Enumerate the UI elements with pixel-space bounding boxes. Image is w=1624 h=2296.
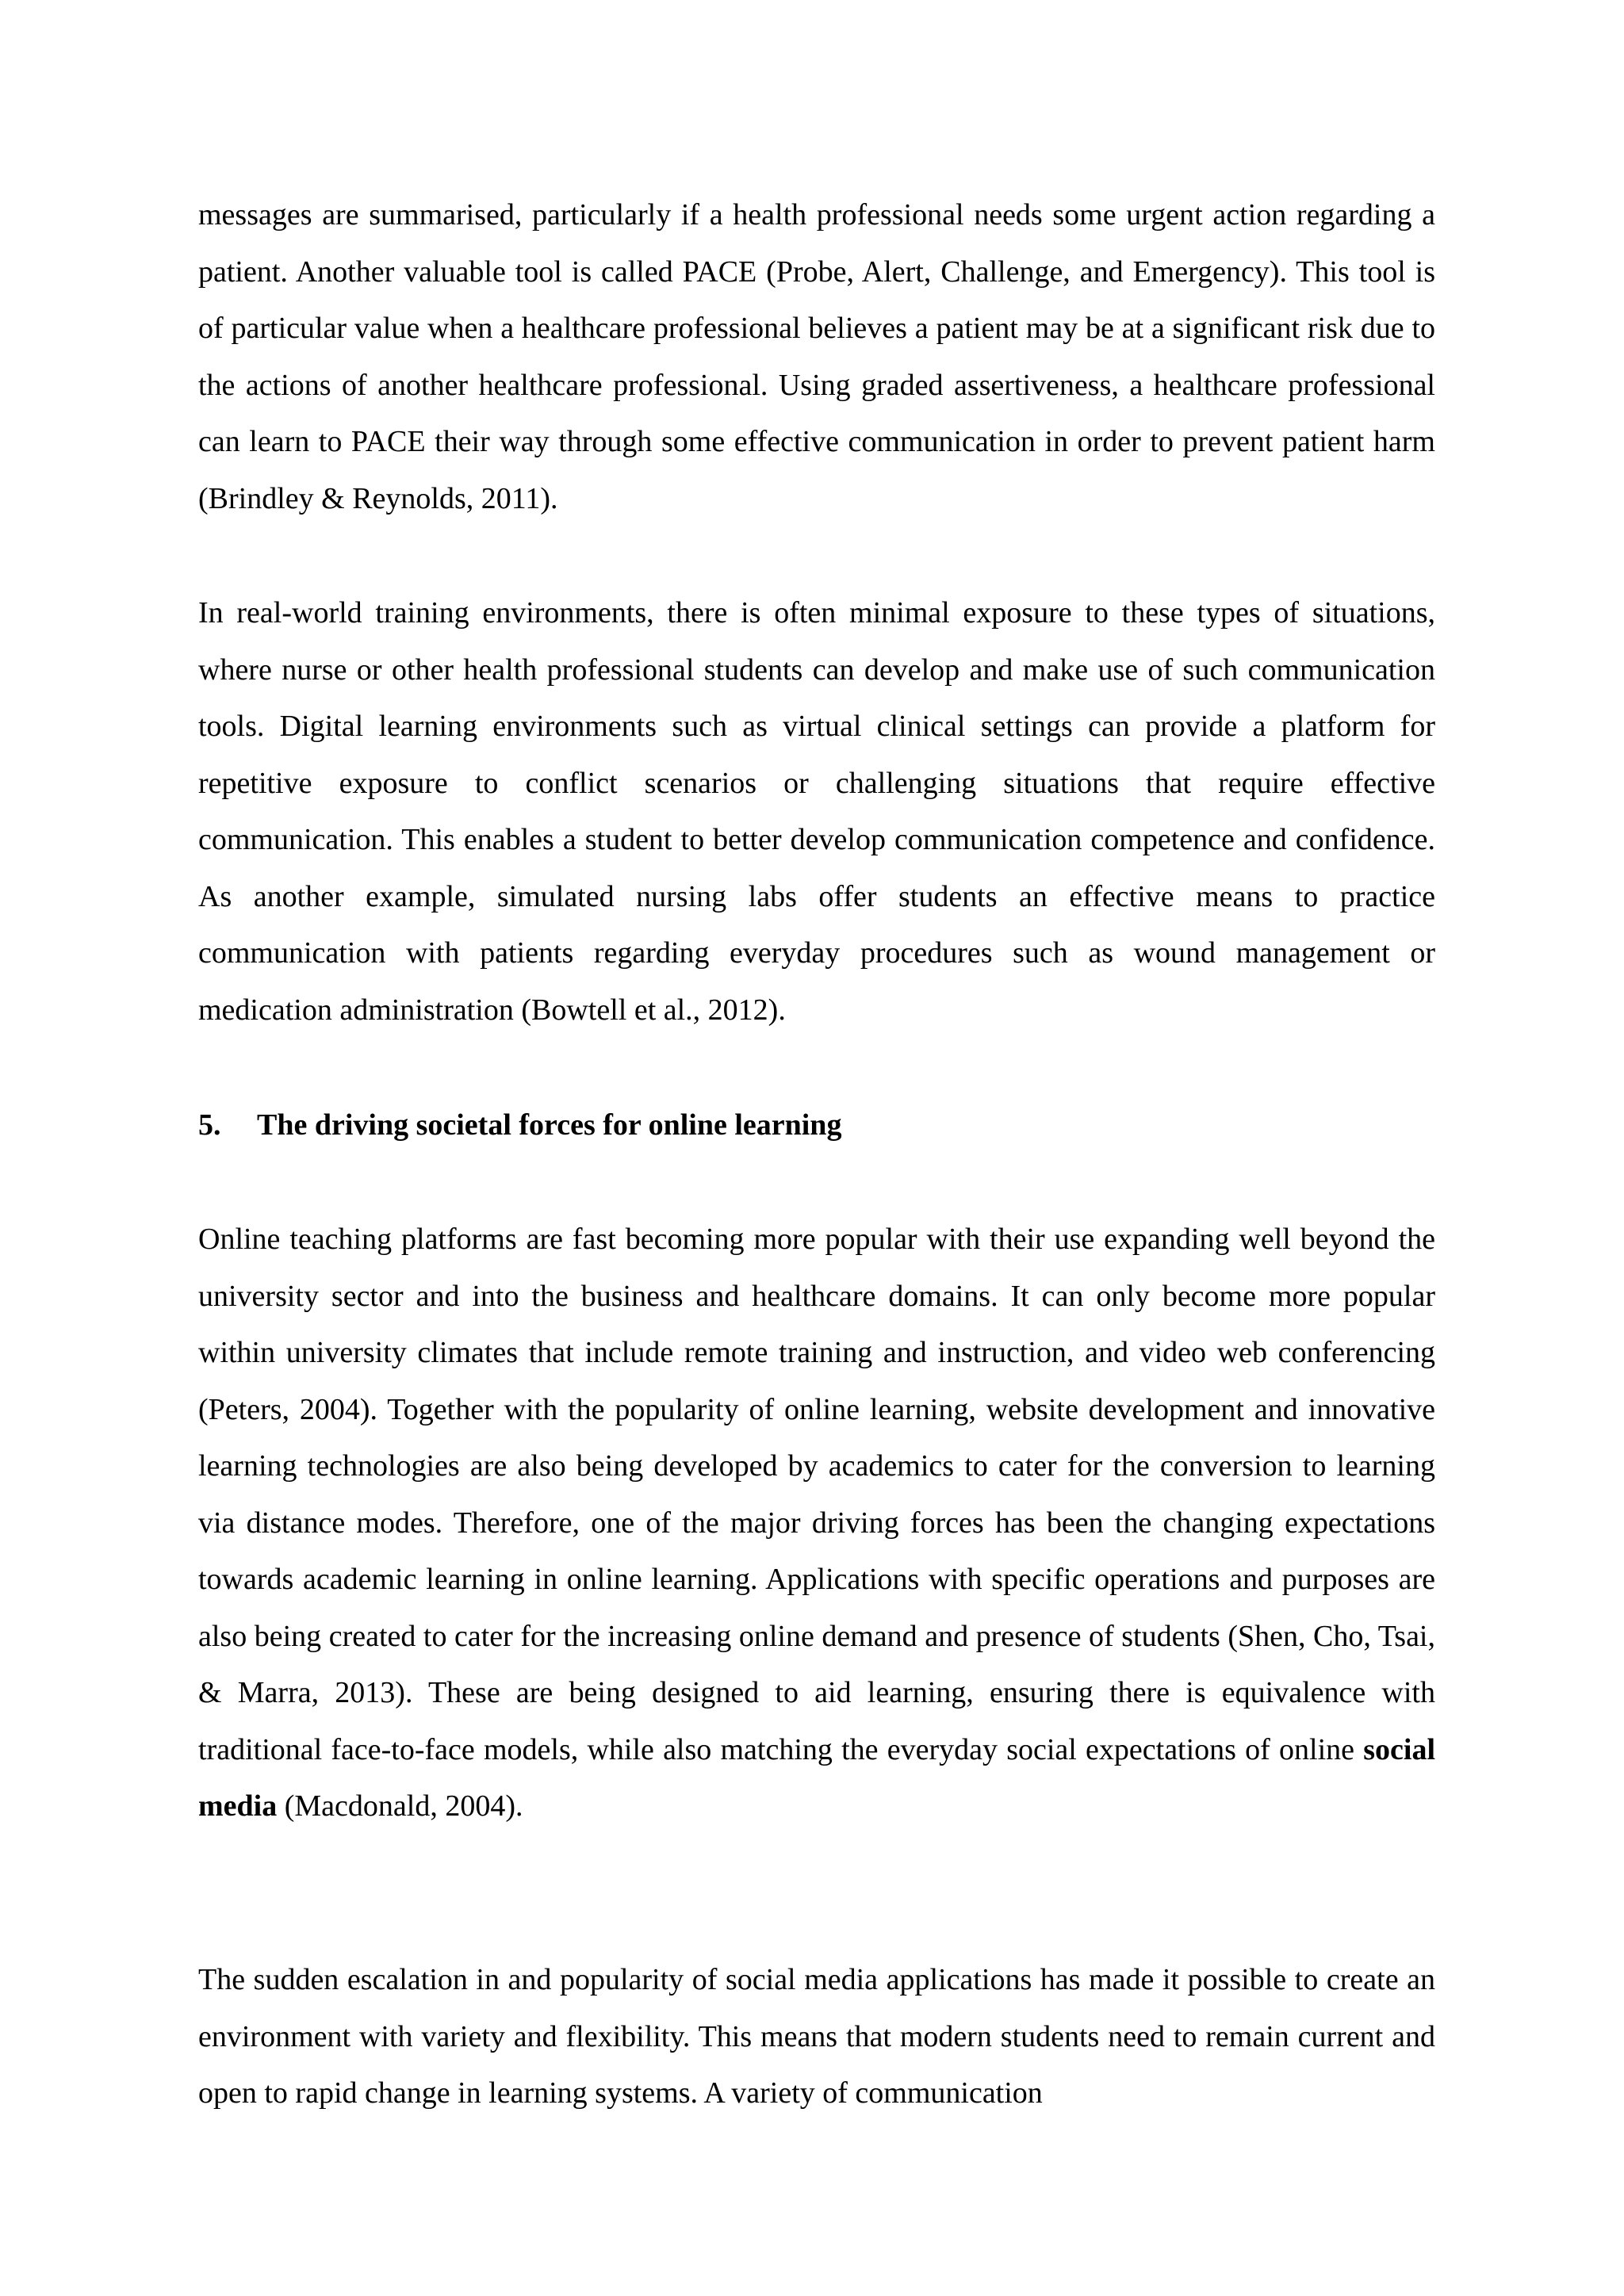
section-heading [198, 1097, 1435, 1154]
paragraph-online-platforms [198, 1211, 1435, 1835]
paragraph-social-media-escalation [198, 1952, 1435, 2122]
paragraph-text: messages are summarised, particularly if a health professional needs some urgent action regarding a patient. Another valuable tool is called PACE (Probe, Alert, Challenge, and Emergency). This tool is of particular value when a healthcare professional believes a patient may be at a significant risk due to the actions of another healthcare professional. Using graded assertiveness, a healthcare professional can learn to PACE their way through some effective communication in order to prevent patient harm (Brindley & Reynolds, 2011). [198, 198, 1435, 515]
paragraph-training-environments [198, 585, 1435, 1039]
paragraph-text-part: (Macdonald, 2004). [284, 1789, 523, 1823]
bold-term-social-media: social media [198, 1732, 1436, 1823]
paragraph-text [198, 1211, 1435, 1835]
paragraph-text-part: Online teaching platforms are fast becoming more popular with their use expanding well beyond the university sector and into the business and healthcare domains. It can only become more popular within university climates that include remote training and instruction, and video web conferencing (Peters, 2004). Together with the popularity of online learning, website development and innovative learning technologies are also being developed by academics to cater for the conversion to learning via distance modes. Therefore, one of the major driving forces has been the changing expectations towards academic learning in online learning. Applications with specific operations and purposes are also being created to cater for the increasing online demand and presence of students (Shen, Cho, Tsai, & Marra, 2013). These are being designed to aid learning, ensuring there is equivalence with traditional face-to-face models, while also matching the everyday social expectations of online [198, 1223, 1435, 1766]
section-number: 5. [198, 1108, 221, 1142]
paragraph-text: The sudden escalation in and popularity of social media applications has made it possible to create an environment with variety and flexibility. This means that modern students need to remain current and open to rapid change in learning systems. A variety of communication [198, 1963, 1435, 2110]
paragraph-pace-tool [198, 187, 1435, 527]
paragraph-text: In real-world training environments, there is often minimal exposure to these types of situations, where nurse or other health professional students can develop and make use of such communication tools. Digital learning environments such as virtual clinical settings can provide a platform for repetitive exposure to conflict scenarios or challenging situations that require effective communication. This enables a student to better develop communication competence and confidence. As another example, simulated nursing labs offer students an effective means to practice communication with patients regarding everyday procedures such as wound management or medication administration (Bowtell et al., 2012). [198, 596, 1435, 1027]
section-title: The driving societal forces for online learning [257, 1108, 842, 1142]
